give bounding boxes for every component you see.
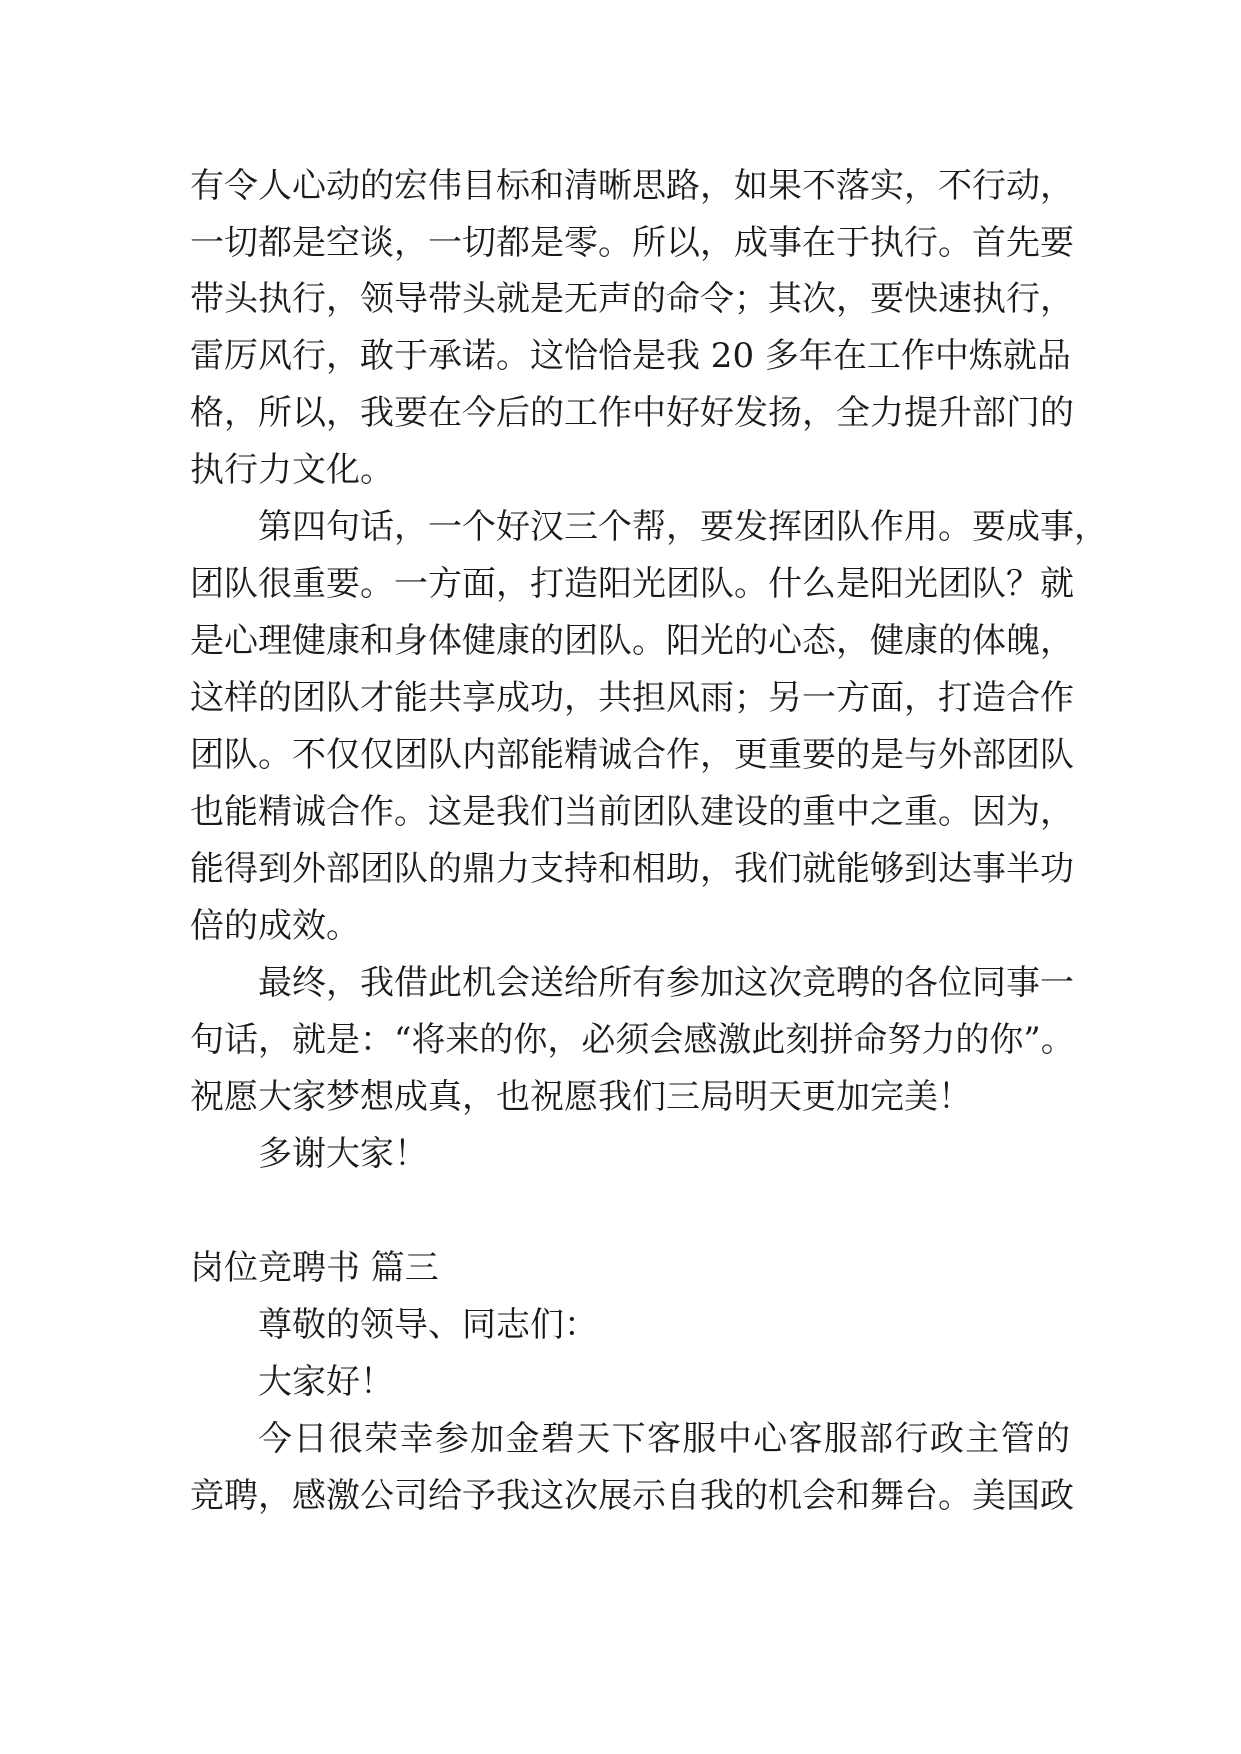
text-line: 句话，就是：“将来的你，必须会感激此刻拼命努力的你”。 [190,1020,1075,1060]
text-line: 也能精诚合作。这是我们当前团队建设的重中之重。因为， [190,792,1074,832]
closing-line: 多谢大家！ [258,1134,428,1174]
greeting-line: 大家好！ [258,1362,394,1402]
text-line: 执行力文化。 [190,450,394,490]
text-line: 团队很重要。一方面，打造阳光团队。什么是阳光团队？就 [190,564,1074,604]
paragraph-start-line: 今日很荣幸参加金碧天下客服中心客服部行政主管的 [258,1419,1070,1459]
text-line: 一切都是空谈，一切都是零。所以，成事在于执行。首先要 [190,223,1074,263]
text-line: 团队。不仅仅团队内部能精诚合作，更重要的是与外部团队 [190,735,1074,775]
text-line: 带头执行，领导带头就是无声的命令；其次，要快速执行， [190,279,1074,319]
text-line: 竞聘，感激公司给予我这次展示自我的机会和舞台。美国政 [190,1476,1074,1516]
text-line: 是心理健康和身体健康的团队。阳光的心态，健康的体魄， [190,621,1074,661]
text-line: 格，所以，我要在今后的工作中好好发扬，全力提升部门的 [190,393,1074,433]
text-line: 能得到外部团队的鼎力支持和相助，我们就能够到达事半功 [190,849,1074,889]
salutation-line: 尊敬的领导、同志们： [258,1305,598,1345]
text-line: 祝愿大家梦想成真，也祝愿我们三局明天更加完美！ [190,1077,972,1117]
paragraph-start-line: 最终，我借此机会送给所有参加这次竞聘的各位同事一 [258,963,1074,1003]
section-heading: 岗位竞聘书 篇三 [190,1248,439,1288]
text-line: 雷厉风行，敢于承诺。这恰恰是我 20 多年在工作中炼就品 [190,336,1071,376]
text-line: 倍的成效。 [190,906,360,946]
text-line: 这样的团队才能共享成功，共担风雨；另一方面，打造合作 [190,678,1074,718]
paragraph-start-line: 第四句话，一个好汉三个帮，要发挥团队作用。要成事， [258,507,1108,547]
text-line: 有令人心动的宏伟目标和清晰思路，如果不落实，不行动， [190,166,1074,206]
